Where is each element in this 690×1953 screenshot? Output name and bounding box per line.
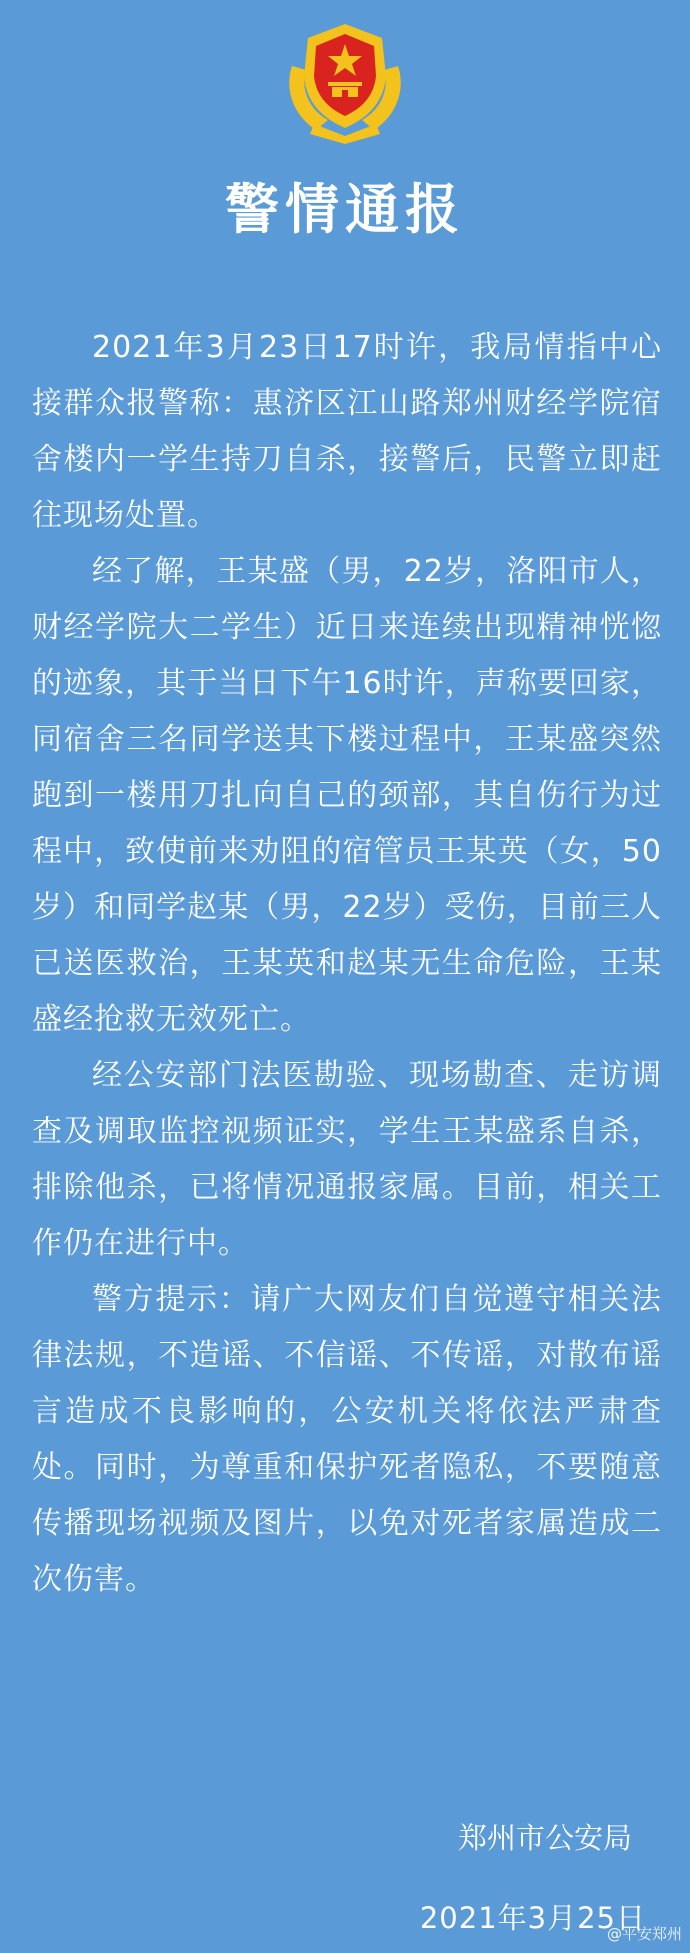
issue-date: 2021年3月25日 — [419, 1901, 646, 1935]
weibo-watermark: @平安郑州 — [606, 1925, 682, 1943]
issuer-name: 郑州市公安局 — [457, 1821, 632, 1855]
paragraph-incident-report: 2021年3月23日17时许，我局情指中心接群众报警称：惠济区江山路郑州财经学院宿舍楼内一学生持刀自杀，接警后，民警立即赶往现场处置。 — [32, 330, 662, 533]
paragraph-police-reminder: 警方提示：请广大网友们自觉遵守相关法律法规，不造谣、不信谣、不传谣，对散布谣言造成不良影响的，公安机关将依法严肃查处。同时，为尊重和保护死者隐私，不要随意传播现场视频及图片，以免对死者家属造成二次伤害。 — [32, 1282, 662, 1597]
paragraph-forensic-conclusion: 经公安部门法医勘验、现场勘查、走访调查及调取监控视频证实，学生王某盛系自杀，排除他杀，已将情况通报家属。目前，相关工作仍在进行中。 — [32, 1058, 662, 1261]
paragraph-investigation-details: 经了解，王某盛（男，22岁，洛阳市人，财经学院大二学生）近日来连续出现精神恍惚的迹象，其于当日下午16时许，声称要回家，同宿舍三名同学送其下楼过程中，王某盛突然跑到一楼用刀扎向自己的颈部，其自伤行为过程中，致使前来劝阻的宿管员王某英（女，50岁）和同学赵某（男，22岁）受伤，目前三人已送医救治，王某英和赵某无生命危险，王某盛经抢救无效死亡。 — [32, 554, 662, 1037]
notice-body — [32, 320, 662, 1608]
page-title: 警情通报 — [225, 178, 465, 241]
police-badge-emblem — [280, 20, 410, 145]
police-badge-icon — [280, 20, 410, 145]
